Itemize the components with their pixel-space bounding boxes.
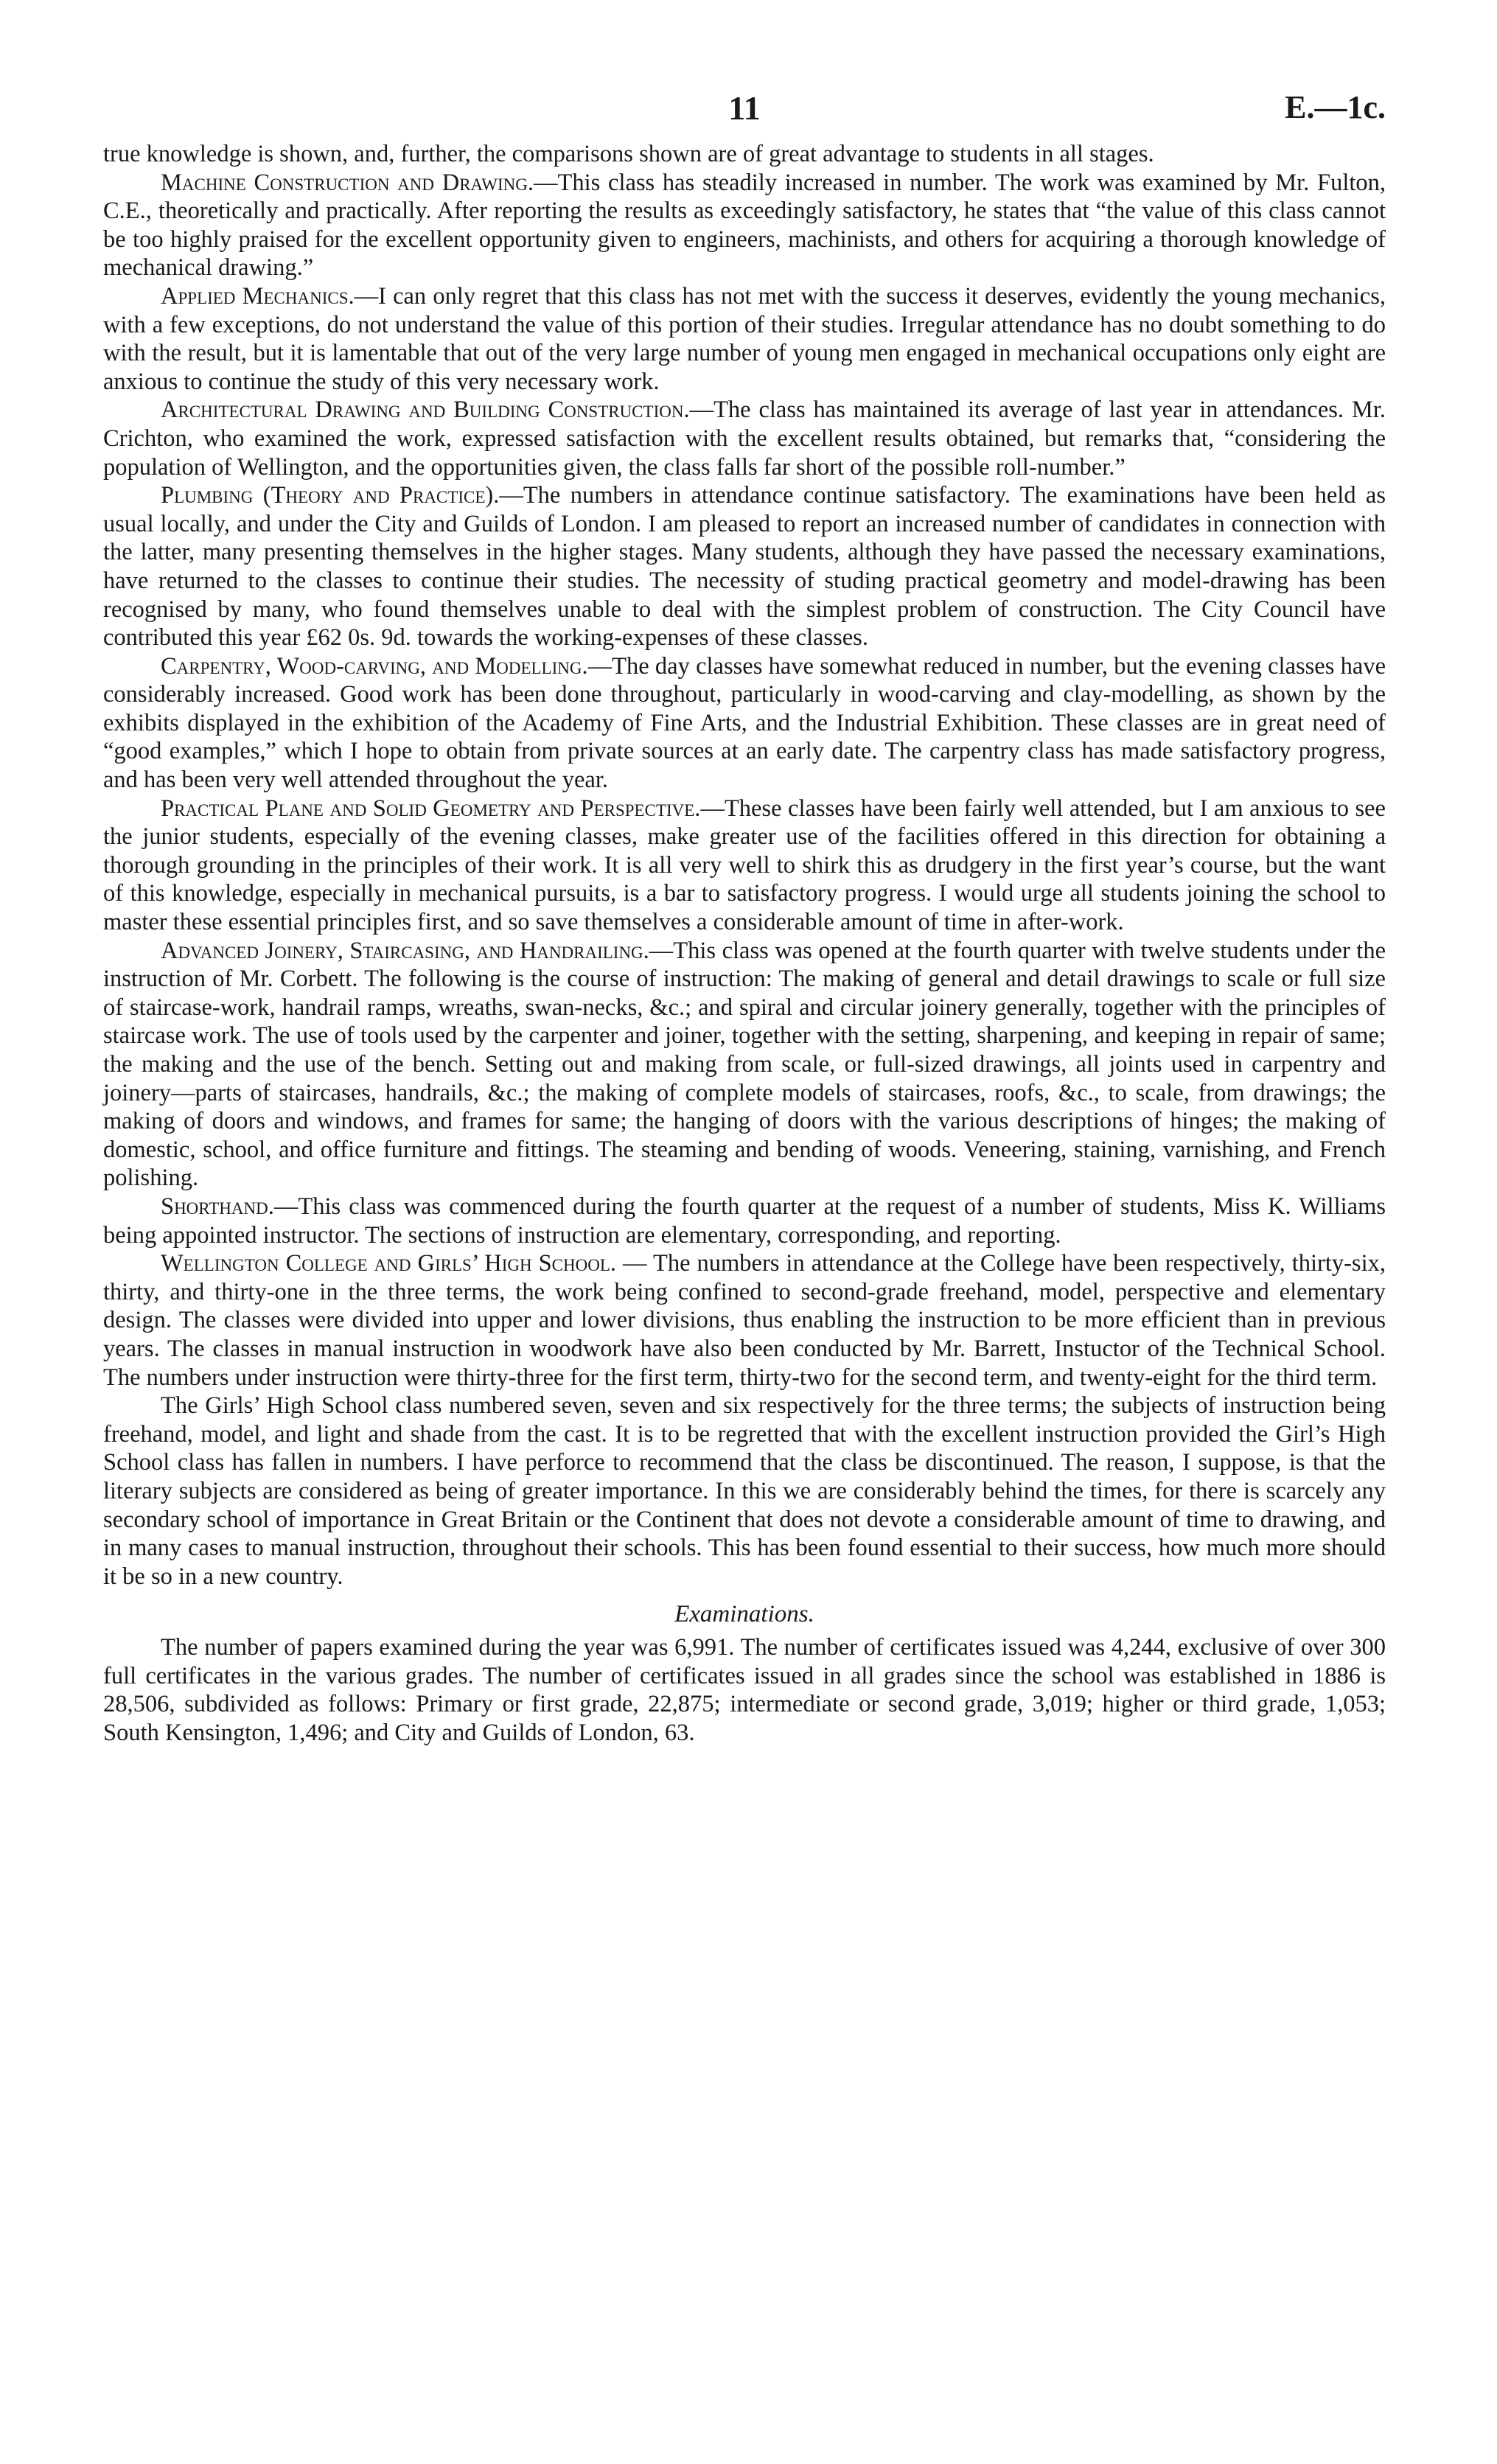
paragraph-carpentry <box>103 652 1386 795</box>
paragraph-text: The number of papers examined during the year was 6,991. The number of certificates issued was 4,244, exclusive of over 300 full certificates in the various grades. The number of certificates issued in all grades since the school was established in 1886 is 28,506, subdivided as follows: Primary or first grade, 22,875; intermediate or second grade, 3,019; higher or third grade, 1,053; South Kensington, 1,496; and City and Guilds of London, 63. <box>103 1634 1386 1747</box>
paragraph-text: —This class was commenced during the fourth quarter at the request of a number of students, Miss K. Williams being appointed instructor. The sections of instruction are elementary, corresponding, and reporting. <box>103 1193 1386 1249</box>
paragraph-joinery <box>103 937 1386 1193</box>
paragraph-plumbing <box>103 481 1386 652</box>
page-header <box>103 88 1386 140</box>
section-heading: Advanced Joinery, Staircasing, and Handrailing. <box>161 937 649 964</box>
paragraph-girls-high-school <box>103 1392 1386 1591</box>
paragraph-examinations <box>103 1633 1386 1747</box>
paragraph-text: —The day classes have somewhat reduced in number, but the evening classes have considerably increased. Good work has been done throughout, particularly in wood-carving and clay-modelling, as shown by the exhibits displayed in the exhibition of the Academy of Fine Arts, and the Industrial Exhibition. These classes are in great need of “good examples,” which I hope to obtain from private sources at an early date. The carpentry class has made satisfactory progress, and has been very well attended throughout the year. <box>103 652 1386 794</box>
paragraph-text: — The numbers in attendance at the College have been respectively, thirty-six, thirty, and thirty-one in the three terms, the work being confined to second-grade freehand, model, perspective and elementary design. The classes were divided into upper and lower divisions, thus enabling the instruction to be more efficient than in previous years. The classes in manual instruction in woodwork have also been conducted by Mr. Barrett, Instuctor of the Technical School. The numbers under instruction were thirty-three for the first term, thirty-two for the second term, and twenty-eight for the third term. <box>103 1250 1386 1391</box>
paragraph-shorthand <box>103 1193 1386 1249</box>
paragraph-architectural-drawing <box>103 396 1386 481</box>
section-heading: Shorthand. <box>161 1193 274 1220</box>
paragraph-text: —I can only regret that this class has not met with the success it deserves, evidently the young mechanics, with a few exceptions, do not understand the value of this portion of their studies. Irregular attendance has no doubt something to do with the result, but it is lamentable that out of the very large number of young men engaged in mechanical occupations only eight are anxious to continue the study of this very necessary work. <box>103 282 1386 395</box>
document-reference: E.—1c. <box>1285 89 1386 125</box>
paragraph-wellington-college <box>103 1249 1386 1392</box>
examinations-title: Examinations. <box>674 1601 814 1628</box>
paragraph-geometry <box>103 795 1386 937</box>
section-heading: Machine Construction and Drawing. <box>161 169 534 196</box>
paragraph-intro <box>103 140 1386 169</box>
paragraph-text: —The numbers in attendance continue satisfactory. The examinations have been held as usual locally, and under the City and Guilds of London. I am pleased to report an increased number of candidates in connection with the latter, many presenting themselves in the higher stages. Many students, although they have passed the necessary examinations, have returned to the classes to continue their studies. The necessity of studing practical geometry and model-drawing has been recognised by many, who found themselves unable to deal with the simplest problem of construction. The City Council have contributed this year £62 0s. 9d. towards the working-expenses of these classes. <box>103 482 1386 652</box>
paragraph-text: The Girls’ High School class numbered seven, seven and six respectively for the three terms; the subjects of instruction being freehand, model, and light and shade from the cast. It is to be regretted that with the excellent instruction provided the Girl’s High School class has fallen in numbers. I have perforce to recommend that the class be discontinued. The reason, I suppose, is that the literary subjects are considered as being of greater importance. In this we are considerably behind the times, for there is scarcely any secondary school of importance in Great Britain or the Continent that does not devote a considerable amount of time to drawing, and in many cases to manual instruction, throughout their schools. This has been found essential to their success, how much more should it be so in a new country. <box>103 1392 1386 1590</box>
paragraph-text: —This class has steadily increased in number. The work was examined by Mr. Fulton, C.E., theoretically and practically. After reporting the results as exceedingly satisfactory, he states that “the value of this class cannot be too highly praised for the excellent opportunity given to engineers, machinists, and others for acquiring a thorough knowledge of mechanical drawing.” <box>103 169 1386 282</box>
section-heading: Applied Mechanics. <box>161 282 355 310</box>
document-page <box>103 88 1386 1748</box>
paragraph-text: —The class has maintained its average of last year in attendances. Mr. Crichton, who examined the work, expressed satisfaction with the excellent results obtained, but remarks that, “considering the population of Wellington, and the opportunities given, the class falls far short of the possible roll-number.” <box>103 397 1386 481</box>
paragraph-applied-mechanics <box>103 282 1386 396</box>
paragraph-text: —This class was opened at the fourth quarter with twelve students under the instruction of Mr. Corbett. The following is the course of instruction: The making of general and detail drawings to scale or full size of staircase-work, handrail ramps, wreaths, swan-necks, &c.; and spiral and circular joinery generally, together with the principles of staircase work. The use of tools used by the carpenter and joiner, together with the setting, sharpening, and keeping in repair of same; the making and the use of the bench. Setting out and making from scale, or full-sized drawings, all joints used in carpentry and joinery—parts of staircases, handrails, &c.; the making of complete models of staircases, roofs, &c., to scale, from drawings; the making of doors and windows, and frames for same; the hanging of doors with the various descriptions of hinges; the making of domestic, school, and office furniture and fittings. The steaming and bending of woods. Veneering, staining, varnishing, and French polishing. <box>103 937 1386 1192</box>
paragraph-text: —These classes have been fairly well attended, but I am anxious to see the junior students, especially of the evening classes, make greater use of the facilities offered in this direction for obtaining a thorough grounding in the principles of their work. It is all very well to shirk this as drudgery in the first year’s course, but the want of this knowledge, especially in mechanical pursuits, is a bar to satisfactory progress. I would urge all students joining the school to master these essential principles first, and so save themselves a considerable amount of time in after-work. <box>103 795 1386 936</box>
section-heading: Practical Plane and Solid Geometry and Perspective. <box>161 795 701 822</box>
section-heading: Wellington College and Girls’ High School. <box>161 1250 617 1277</box>
page-number: 11 <box>728 89 761 127</box>
section-heading: Plumbing (Theory and Practice). <box>161 482 500 509</box>
paragraph-text: true knowledge is shown, and, further, the comparisons shown are of great advantage to students in all stages. <box>103 141 1154 167</box>
section-heading: Architectural Drawing and Building Construction. <box>161 397 690 424</box>
section-heading: Carpentry, Wood-carving, and Modelling. <box>161 652 588 680</box>
paragraph-machine-construction <box>103 169 1386 282</box>
